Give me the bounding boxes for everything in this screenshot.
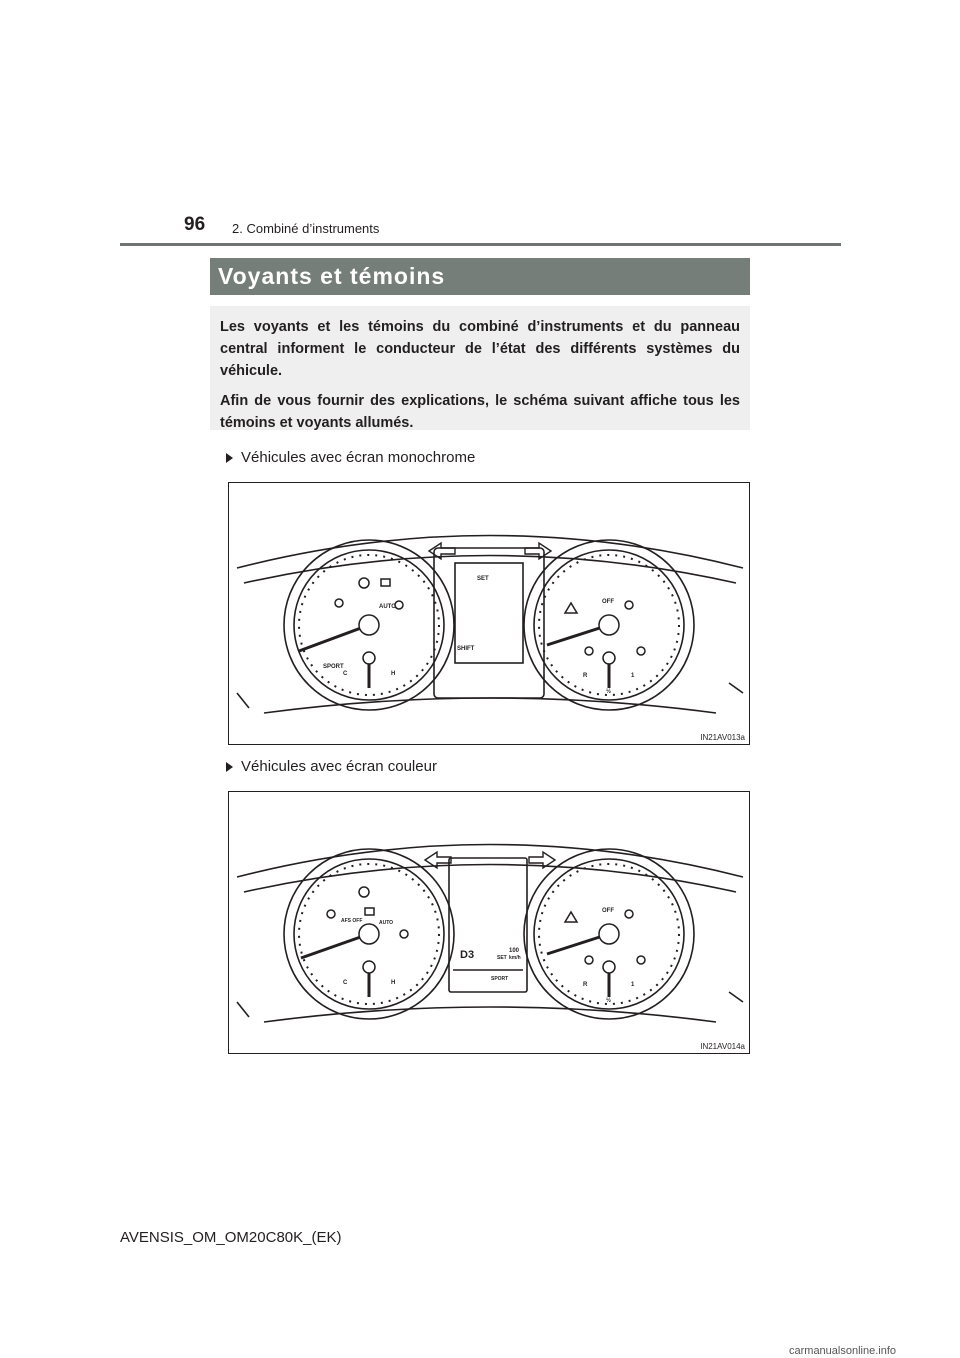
figure-2-color [228, 791, 750, 1054]
fuel-hub [603, 652, 615, 664]
warning-triangle-icon [565, 603, 577, 613]
page-number: 96 [184, 214, 206, 235]
footer-doc-code: AVENSIS_OM_OM20C80K_(EK) [120, 1229, 342, 1246]
label-reserve: R [583, 673, 588, 679]
instrument-cluster-illustration [229, 792, 751, 1055]
dash-left-edge [237, 1002, 249, 1017]
label-gear: D3 [460, 949, 475, 961]
parking-brake-icon [359, 887, 369, 897]
label-off: OFF [602, 908, 614, 914]
label-reserve: R [583, 982, 588, 988]
label-afs-off: AFS OFF [341, 918, 363, 924]
figure-2-caption [226, 758, 437, 775]
label-speed-unit: km/h [509, 955, 521, 961]
temp-hub [363, 652, 375, 664]
warning-lamp-icon-5 [637, 647, 645, 655]
label-hot: H [391, 671, 396, 677]
label-auto: AUTO [379, 920, 394, 926]
label-sport: SPORT [491, 976, 509, 982]
warning-lamp-icon-5 [637, 956, 645, 964]
intro-paragraph-2: Afin de vous fournir des explications, le schéma suivant affiche tous les témoins et voyants allumés. [220, 393, 740, 431]
warning-triangle-icon [565, 912, 577, 922]
center-display-frame [449, 858, 527, 992]
instrument-cluster-illustration [229, 483, 751, 746]
dash-left-edge [237, 693, 249, 708]
speedometer-hub [599, 615, 619, 635]
label-half: ½ [606, 998, 612, 1004]
center-display-frame [434, 548, 544, 698]
label-set: SET [497, 955, 507, 961]
tachometer-needle [301, 934, 369, 958]
figure-1-code: IN21AV013a [700, 733, 745, 742]
headlight-icon [365, 908, 374, 915]
warning-lamp-icon-1 [335, 599, 343, 607]
label-half: ½ [606, 689, 612, 695]
dash-right-edge [729, 992, 743, 1002]
intro-box [210, 306, 750, 430]
fuel-hub [603, 961, 615, 973]
figure-2-code: IN21AV014a [700, 1042, 745, 1051]
figure-1-caption [226, 449, 475, 466]
warning-lamp-icon-3 [625, 601, 633, 609]
figure-2-caption-text: Véhicules avec écran couleur [241, 758, 437, 775]
label-full: 1 [631, 982, 635, 988]
tachometer-needle [299, 625, 369, 651]
chapter-title: 2. Combiné d’instruments [232, 221, 380, 236]
label-speed: 100 [509, 948, 520, 954]
watermark: carmanualsonline.info [789, 1345, 897, 1357]
warning-lamp-icon-1 [327, 910, 335, 918]
bullet-triangle-icon [226, 762, 233, 772]
dash-right-edge [729, 683, 743, 693]
warning-lamp-icon-4 [585, 956, 593, 964]
figure-1-caption-text: Véhicules avec écran monochrome [241, 449, 476, 466]
tachometer-hub [359, 924, 379, 944]
label-full: 1 [631, 673, 635, 679]
temp-hub [363, 961, 375, 973]
warning-lamp-icon-4 [585, 647, 593, 655]
label-cold: C [343, 671, 348, 677]
speedometer-hub [599, 924, 619, 944]
label-shift: SHIFT [457, 646, 475, 652]
warning-lamp-icon-2 [395, 601, 403, 609]
tachometer-hub [359, 615, 379, 635]
intro-paragraph-1: Les voyants et les témoins du combiné d’instruments et du panneau central informent le conducteur de l’état des différents systèmes du véhicule. [220, 319, 740, 379]
figure-1-monochrome [228, 482, 750, 745]
warning-lamp-icon-3 [625, 910, 633, 918]
section-title: Voyants et témoins [210, 258, 750, 295]
bullet-triangle-icon [226, 453, 233, 463]
label-cold: C [343, 980, 348, 986]
parking-brake-icon [359, 578, 369, 588]
label-set: SET [477, 576, 489, 582]
warning-lamp-icon-2 [400, 930, 408, 938]
label-sport: SPORT [323, 664, 344, 670]
headlight-icon [381, 579, 390, 586]
label-auto: AUTO [379, 604, 396, 610]
header-rule [120, 243, 841, 246]
label-hot: H [391, 980, 396, 986]
label-off: OFF [602, 599, 614, 605]
